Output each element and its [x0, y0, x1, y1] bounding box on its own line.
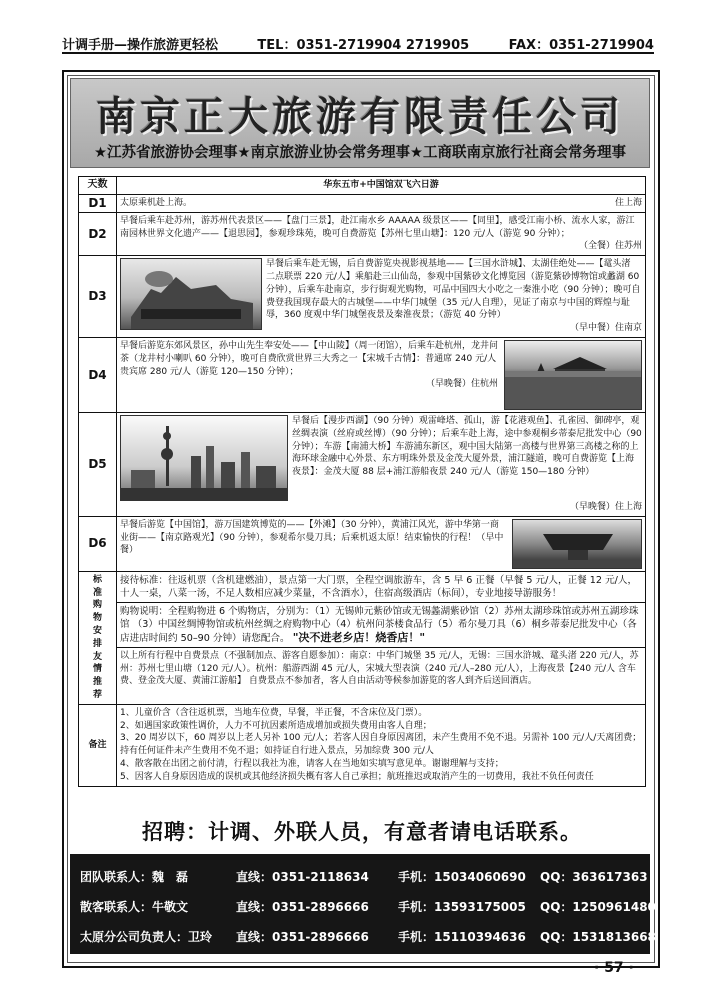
table-row	[79, 256, 646, 338]
day-label: D1	[79, 194, 117, 212]
castle-photo-illustration	[121, 259, 262, 330]
pavilion-photo-illustration	[513, 520, 642, 569]
table-row	[79, 412, 646, 516]
day-label: D5	[79, 412, 117, 516]
table-row	[79, 704, 646, 786]
ad-frame	[62, 70, 660, 968]
skyline-photo	[120, 415, 288, 501]
day-content	[117, 194, 646, 212]
contact-direct-line: 直线：0351-2118634	[236, 870, 369, 884]
day-text: 太原乘机赴上海。	[120, 197, 193, 208]
table-row	[79, 212, 646, 255]
contact-role: 散客联系人：牛敬文	[80, 900, 189, 914]
shopping-note: 购物说明：全程购物进 6 个购物店，分别为：（1）无锡帅元紫砂馆或无锡蠡湖紫砂馆（2）苏州太湖珍珠馆或苏州五湖珍珠馆 （3）中国丝绸博物馆或杭州丝绸之府购物中心（4）杭州问茶楼食品行（5）希尔曼刀具（6）桐乡蒂泰尼批发中心（各店进店时间约 50–90 分钟）请您配合。	[120, 605, 639, 644]
header-bar	[62, 34, 654, 54]
standards-content	[117, 571, 646, 704]
day-text: 早餐后【漫步西湖】（90 分钟）观雷峰塔、孤山，游【花港观鱼】、孔雀园、御碑亭，观丝绸表演（丝府或丝博）（90 分钟）；后乘车赴上海，途中参观桐乡蒂泰尼批发中心（90 分钟）；车游【南浦大桥】车游浦东新区，观中国大陆第一高楼与世界第三高楼之称的上海环球金融中心外景、东方明珠外景及金茂大厦外景，浦江隧道，晚可自费游览【上海夜景】：金茂大厦 88 层+浦江游船夜景 240 元/人（游览 150—180 分钟）	[292, 415, 642, 478]
table-row	[79, 571, 646, 704]
day-stay: （全餐）住苏州	[578, 241, 642, 252]
company-memberships: ★江苏省旅游协会理事★南京旅游业协会常务理事★工商联南京旅行社商会常务理事	[94, 145, 626, 161]
day-stay: （早中餐）住南京	[569, 323, 642, 334]
day-label: D2	[79, 212, 117, 255]
day-label: D3	[79, 256, 117, 338]
contact-panel	[70, 854, 656, 954]
day-column-header: 天数	[79, 177, 117, 195]
contact-direct-line: 直线：0351-2896666	[236, 930, 369, 944]
recruitment-notice: 招聘：计调、外联人员，有意者请电话联系。	[142, 820, 582, 844]
day-stay: 住上海	[614, 197, 642, 208]
standards-label	[79, 571, 117, 704]
page-number: · 57 ·	[594, 960, 634, 976]
company-name: 南京正大旅游有限责任公司	[96, 93, 624, 140]
day-stay: （早晚餐）住上海	[569, 501, 642, 512]
header-slogan: 计调手册—操作旅游更轻松	[62, 38, 219, 53]
day-stay: （早晚餐）住杭州	[425, 379, 498, 390]
contact-row	[80, 928, 656, 948]
table-row	[79, 194, 646, 212]
day-label: D6	[79, 516, 117, 571]
note-item: 2、如遇国家政策性调价，人力不可抗因素所造成增加或损失费用由客人自理；	[120, 720, 432, 731]
day-text: 早餐后游览【中国馆】，游万国建筑博览的——【外滩】（30 分钟），黄浦江风光，游中华第一商业街——【南京路观光】（90 分钟），参观希尔曼刀具；后乘机返太原！结束愉快的行程！（早中餐）	[120, 519, 504, 556]
castle-photo	[120, 258, 262, 330]
day-content	[117, 212, 646, 255]
tour-title: 华东五市+中国馆双飞六日游	[117, 177, 646, 195]
itinerary-header-row	[79, 177, 646, 195]
table-row	[79, 516, 646, 571]
itinerary-table	[78, 176, 646, 787]
day-text: 早餐后乘车赴苏州，游苏州代表景区——【盘门三景】，赴江南水乡 AAAAA 级景区——【同里】，感受江南小桥、流水人家，游江南园林世界文化遗产——【退思园】，参观珍珠苑，晚可自费游览【苏州七里山塘】：120 元/人（游览 90 分钟）；	[120, 215, 635, 239]
note-item: 1、儿童价含（含往返机票，当地车位费，早餐，半正餐，不含床位及门票）。	[120, 707, 428, 718]
contact-mobile: 手机：13593175005	[398, 900, 526, 914]
notes-content	[117, 704, 646, 786]
lake-photo	[504, 340, 642, 410]
day-label: D4	[79, 337, 117, 412]
contact-role: 太原分公司负责人：卫玲	[80, 930, 213, 944]
day-content	[117, 516, 646, 571]
contact-mobile: 手机：15110394636	[398, 930, 526, 944]
standards-label-text: 标准购物安排友情推荐	[92, 574, 102, 700]
table-row	[79, 337, 646, 412]
note-item: 4、散客散在出团之前付清，行程以我社为准，请客人在当地如实填写意见单。谢谢理解与支持；	[120, 758, 504, 769]
contact-direct-line: 直线：0351-2896666	[236, 900, 369, 914]
contact-role: 团队联系人：魏 磊	[80, 870, 189, 884]
shopping-motto: "决不进老乡店！烧香店！"	[292, 630, 426, 644]
company-banner	[70, 78, 650, 168]
contact-row	[80, 898, 656, 918]
lake-photo-illustration	[505, 341, 642, 410]
contact-mobile: 手机：15034060690	[398, 870, 526, 884]
header-fax: FAX：0351-2719904	[508, 38, 654, 53]
note-item: 3、20 周岁以下，60 周岁以上老人另补 100 元/人；若客人因自身原因离团，未产生费用不免不退。另需补 100 元/人/天离团费；持有任何证件未产生费用不免不退；如持证自行进入景点，另加综费 300 元/人	[120, 733, 642, 757]
day-text: 早餐后乘车赴无锡，后自费游览央视影视基地——【三国水浒城】、太湖佳绝处——【鼋头渚 二点联票 220 元/人】乘船赴三山仙岛，参观中国紫砂文化博览园（游览紫砂博物馆或蠡湖 60 分钟），后乘车赴南京，步行街观光购物，可品中国四大小吃之一秦淮小吃（90 分钟）；晚可自费登我国现存最大的古城堡——中华门城堡（35 元/人自理），见证了南京与中国的辉煌与耻辱，360 度观中华门城堡夜景及秦淮夜景；（游览 40 分钟）	[266, 259, 641, 321]
shopping-block	[117, 603, 645, 648]
day-content	[117, 337, 646, 412]
contact-row	[80, 868, 648, 888]
contact-qq: QQ：1250961480	[540, 900, 656, 914]
skyline-photo-illustration	[121, 416, 288, 501]
self-pay-note: 以上所有行程中自费景点（不强制加点、游客自愿参加）：南京：中华门城堡 35 元/人，无锡：三国水浒城、鼋头渚 220 元/人，苏州：苏州七里山塘（120 元/人）。杭州：船游西湖 45 元/人，宋城大型表演（240 元/人–280 元/人），上海夜景【240 元/人 含车费、登金茂大厦、黄浦江游船】 自费景点不参加者，客人自由活动等候参加游览的客人到齐后送回酒店。	[120, 650, 639, 687]
header-tel: TEL：0351-2719904 2719905	[257, 38, 470, 53]
note-item: 5、因客人自身原因造成的误机或其他经济损失概有客人自己承担；航班推迟或取消产生的一切费用，我社不负任何责任	[120, 771, 594, 782]
reception-standard: 接待标准：往返机票（含机建燃油），景点第一大门票，全程空调旅游车，含 5 早 6 正餐（早餐 5 元/人，正餐 12 元/人，十人一桌，八菜一汤，不足人数相应减少菜量，不含酒水），住宿高级酒店（标间），专业地接导游服务！	[117, 572, 645, 603]
pavilion-photo	[512, 519, 642, 569]
contact-qq: QQ：1531813668	[540, 930, 656, 944]
notes-label: 备注	[79, 704, 117, 786]
day-content	[117, 412, 646, 516]
day-text: 早餐后游览东郊风景区，孙中山先生奉安处——【中山陵】（周一闭馆），后乘车赴杭州，龙井问茶（龙井村小喇叭 60 分钟），晚可自费欣赏世界三大秀之一【宋城千古情】：普通席 240 元/人 贵宾席 280 元/人（游览 120—150 分钟）；	[120, 340, 499, 377]
day-content	[117, 256, 646, 338]
contact-qq: QQ：363617363	[540, 870, 648, 884]
